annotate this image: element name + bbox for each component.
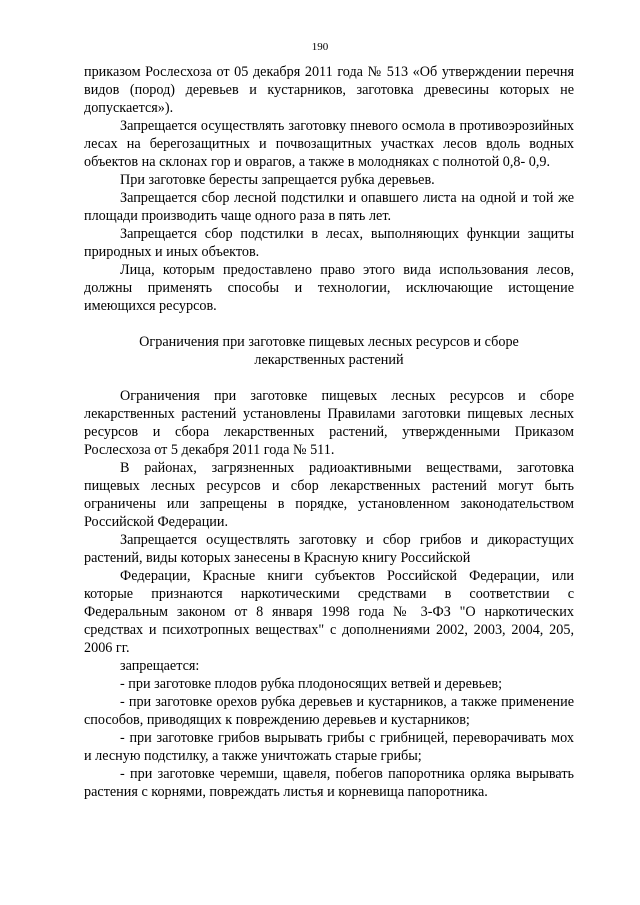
section-heading: Ограничения при заготовке пищевых лесных ресурсов и сборе лекарственных растений [139, 334, 519, 368]
paragraph: При заготовке бересты запрещается рубка деревьев. [120, 172, 435, 188]
paragraph: В районах, загрязненных радиоактивными веществами, заготовка пищевых лесных ресурсов и сбор лекарственных растений могут быть ограничены или запрещены в порядке, установленном законодательством Российской Федерации. [84, 460, 574, 530]
paragraph: Федерации, Красные книги субъектов Российской Федерации, или которые признаются наркотическими средствами в соответствии с Федеральным законом от 8 января 1998 года № 3-ФЗ "О наркотических средствах и психотропных веществах" с дополнениями 2002, 2003, 2004, 205, 2006 гг. [84, 568, 574, 656]
list-item: - при заготовке грибов вырывать грибы с грибницей, переворачивать мох и лесную подстилку, а также уничтожать старые грибы; [84, 730, 574, 764]
paragraph: Ограничения при заготовке пищевых лесных ресурсов и сборе лекарственных растений установлены Правилами заготовки пищевых лесных ресурсов и сбора лекарственных растений, утвержденными Приказом Рослесхоза от 5 декабря 2011 года № 511. [84, 388, 574, 458]
paragraph: приказом Рослесхоза от 05 декабря 2011 года № 513 «Об утверждении перечня видов (пород) деревьев и кустарников, заготовка древесины которых не допускается»). [84, 64, 574, 116]
section-heading-block [84, 333, 574, 369]
paragraph: Запрещается осуществлять заготовку пневого осмола в противоэрозийных лесах на берегозащитных и почвозащитных участках лесов вдоль водных объектов на склонах гор и оврагов, а также в молодняках с полнотой 0,8- 0,9. [84, 118, 574, 170]
list-item: - при заготовке плодов рубка плодоносящих ветвей и деревьев; [120, 676, 503, 692]
paragraph: запрещается: [120, 658, 200, 674]
top-section [84, 63, 574, 315]
page-content [84, 63, 574, 801]
page-number: 190 [311, 41, 329, 53]
paragraph: Лица, которым предоставлено право этого вида использования лесов, должны применять способы и технологии, исключающие истощение имеющихся ресурсов. [84, 262, 574, 314]
paragraph: Запрещается осуществлять заготовку и сбор грибов и дикорастущих растений, виды которых занесены в Красную книгу Российской [84, 532, 574, 566]
bottom-section [84, 387, 574, 801]
list-item: - при заготовке черемши, щавеля, побегов папоротника орляка вырывать растения с корнями, повреждать листья и корневища папоротника. [84, 766, 574, 800]
list-item: - при заготовке орехов рубка деревьев и кустарников, а также применение способов, приводящих к повреждению деревьев и кустарников; [84, 694, 574, 728]
paragraph: Запрещается сбор лесной подстилки и опавшего листа на одной и той же площади производить чаще одного раза в пять лет. [84, 190, 574, 224]
paragraph: Запрещается сбор подстилки в лесах, выполняющих функции защиты природных и иных объектов. [84, 226, 574, 260]
